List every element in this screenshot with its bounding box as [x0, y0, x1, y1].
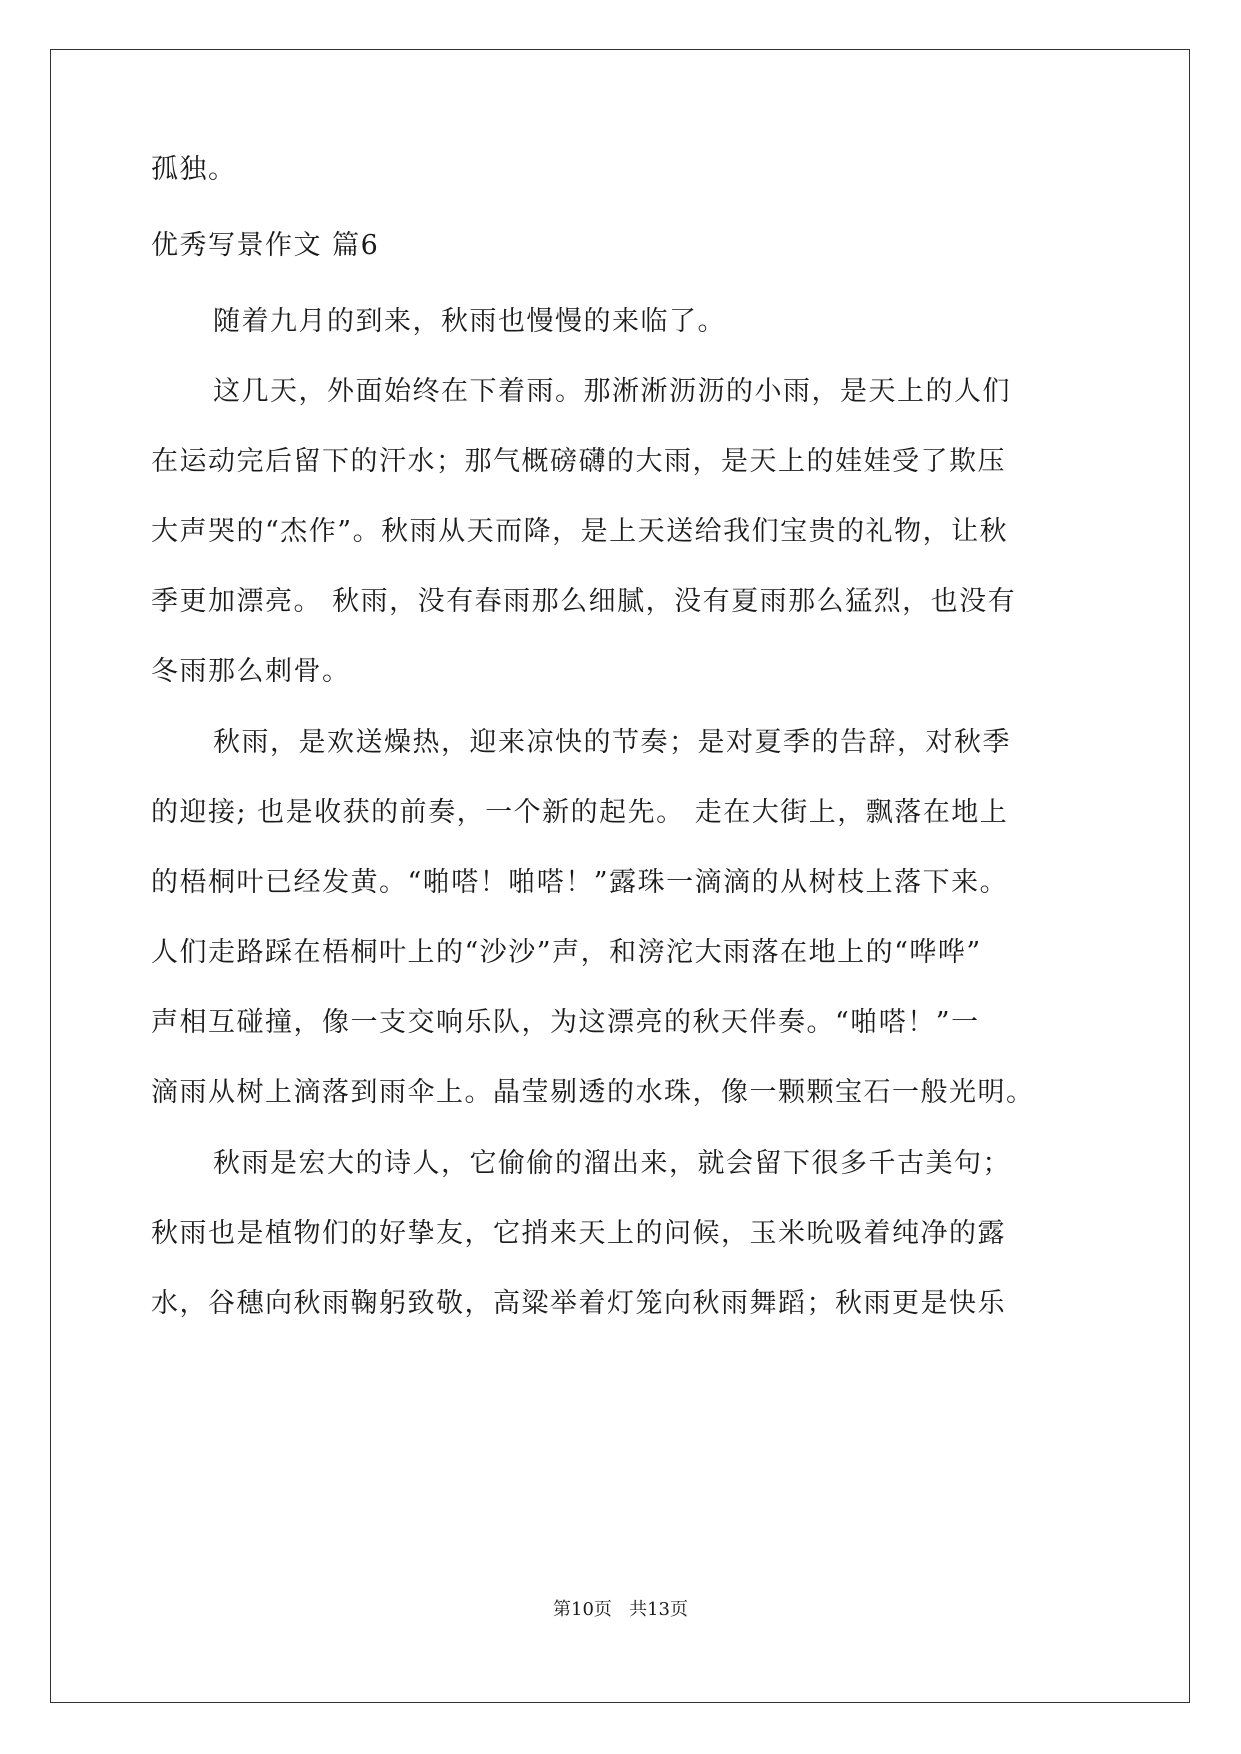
- text-line-paragraph-end: 孤独。: [151, 154, 237, 185]
- text-line-paragraph-start: 这几天，外面始终在下着雨。那淅淅沥沥的小雨，是天上的人们: [213, 376, 1011, 407]
- text-line: 声相互碰撞，像一支交响乐队，为这漂亮的秋天伴奏。“啪嗒！”一: [151, 1007, 980, 1038]
- text-line-paragraph-start: 秋雨，是欢送燥热，迎来凉快的节奏；是对夏季的告辞，对秋季: [213, 727, 1011, 758]
- text-line: 滴雨从树上滴落到雨伞上。晶莹剔透的水珠，像一颗颗宝石一般光明。: [151, 1077, 1035, 1108]
- section-heading: 优秀写景作文 篇6: [151, 230, 380, 261]
- text-line: 在运动完后留下的汗水；那气概磅礴的大雨，是天上的娃娃受了欺压: [151, 446, 1006, 477]
- text-line: 大声哭的“杰作”。秋雨从天而降，是上天送给我们宝贵的礼物，让秋: [151, 516, 1009, 547]
- text-line: 人们走路踩在梧桐叶上的“沙沙”声，和滂沱大雨落在地上的“哗哗”: [151, 937, 982, 968]
- text-line-paragraph-start: 秋雨是宏大的诗人，它偷偷的溜出来，就会留下很多千古美句；: [213, 1148, 1011, 1179]
- text-line: 秋雨也是植物们的好挚友，它捎来天上的问候，玉米吮吸着纯净的露: [151, 1218, 1006, 1249]
- text-line: 水，谷穗向秋雨鞠躬致敬，高粱举着灯笼向秋雨舞蹈；秋雨更是快乐: [151, 1288, 1006, 1319]
- text-line: 季更加漂亮。 秋雨，没有春雨那么细腻，没有夏雨那么猛烈，也没有: [151, 586, 1017, 617]
- text-line: 的迎接; 也是收获的前奏，一个新的起先。 走在大街上，飘落在地上: [151, 797, 1009, 828]
- text-line: 冬雨那么刺骨。: [151, 656, 351, 687]
- page-number-footer: 第10页 共13页: [553, 1599, 688, 1620]
- text-line: 的梧桐叶已经发黄。“啪嗒！啪嗒！”露珠一滴滴的从树枝上落下来。: [151, 867, 1009, 898]
- text-line-paragraph-start: 随着九月的到来，秋雨也慢慢的来临了。: [213, 306, 726, 337]
